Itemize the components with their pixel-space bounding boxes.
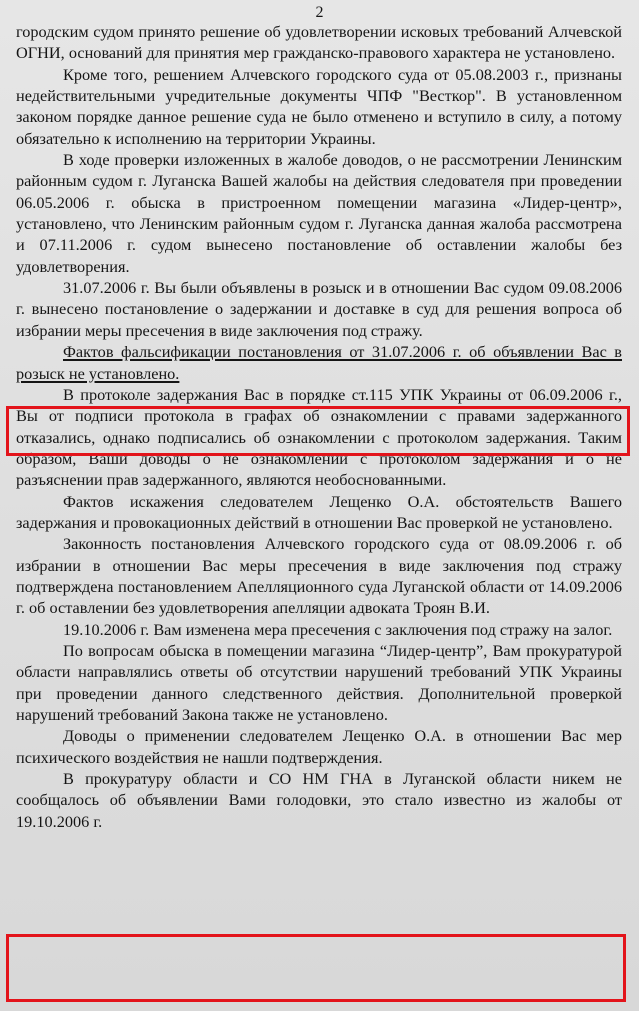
paragraph-10: По вопросам обыска в помещении магазина “Лидер-центр”, Вам прокуратурой области направлялись ответы об отсутствии нарушений требований УПК Украины при проведении данного следственного действия. Дополнительной проверкой нарушений требований Закона также не установлено. (16, 640, 622, 724)
page-number: 2 (315, 4, 324, 21)
paragraph-8: Законность постановления Алчевского городского суда от 08.09.2006 г. об избрании в отношении Вас меры пресечения в виде заключения под стражу подтверждена постановлением Апелляционного суда Луганской области от 14.09.2006 г. об оставлении без удовлетворения апелляции адвоката Троян В.И. (16, 534, 622, 618)
highlight-box-falsification (6, 406, 630, 456)
paragraph-1: городским судом принято решение об удовлетворении исковых требований Алчевской ОГНИ, оснований для принятия мер гражданско-правового характера не установлено. (16, 22, 622, 63)
paragraph-2: Кроме того, решением Алчевского городского суда от 05.08.2003 г., признаны недействительными учредительные документы ЧПФ "Весткор". В установленном законом порядке данное решение суда не было отменено и вступило в силу, а потому обязательно к исполнению на территории Украины. (16, 64, 622, 148)
paragraph-3: В ходе проверки изложенных в жалобе доводов, о не рассмотрении Ленинским районным судом г. Луганска Вашей жалобы на действия следователя при проведении 06.05.2006 г. обыска в пристроенном помещении магазина «Лидер-центр», установлено, что Ленинским районным судом г. Луганска данная жалоба рассмотрена и 07.11.2006 г. судом вынесено постановление об оставлении жалобы без удовлетворения. (16, 150, 622, 276)
paragraph-7: Фактов искажения следователем Лещенко О.А. обстоятельств Вашего задержания и провокационных действий в отношении Вас проверкой не установлено. (16, 491, 622, 532)
paragraph-5-highlighted: Фактов фальсификации постановления от 31.07.2006 г. об объявлении Вас в розыск не установлено. (16, 342, 622, 383)
paragraph-9: 19.10.2006 г. Вам изменена мера пресечения с заключения под стражу на залог. (63, 619, 613, 639)
paragraph-11: Доводы о применении следователем Лещенко О.А. в отношении Вас мер психического воздействия не нашли подтверждения. (16, 726, 622, 767)
paragraph-4: 31.07.2006 г. Вы были объявлены в розыск и в отношении Вас судом 09.08.2006 г. вынесено постановление о задержании и доставке в суд для решения вопроса об избрании меры пресечения в виде заключения под стражу. (16, 278, 622, 340)
paragraph-6: В протоколе задержания Вас в порядке ст.115 УПК Украины от 06.09.2006 г., Вы от подписи протокола в графах об ознакомлении с правами задержанного отказались, однако подписались об ознакомлении с протоколом задержания. Таким образом, Ваши доводы о не ознакомлении с протоколом задержания и о не разъяснении прав задержанного, являются необоснованными. (16, 384, 622, 490)
paragraph-12-highlighted: В прокуратуру области и СО НМ ГНА в Луганской области никем не сообщалось об объявлении Вами голодовки, это стало известно из жалобы от 19.10.2006 г. (16, 769, 622, 831)
highlight-box-hunger-strike (6, 934, 626, 1002)
